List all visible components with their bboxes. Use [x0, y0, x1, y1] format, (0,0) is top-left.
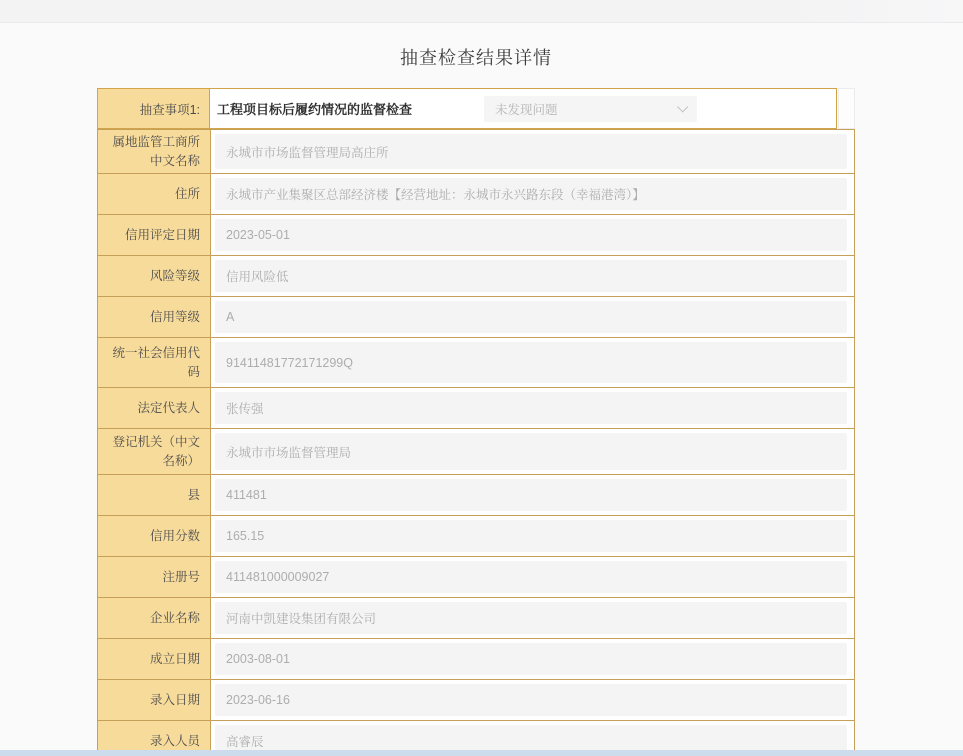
top-bar [0, 0, 963, 23]
field-row-establishment-date [97, 639, 855, 680]
field-value: 永城市市场监督管理局高庄所 [215, 134, 847, 169]
footer-strip [0, 750, 963, 756]
inspection-item-row [97, 88, 855, 129]
field-value: 411481 [215, 479, 847, 511]
detail-form [97, 88, 855, 756]
inspection-item-name: 工程项目标后履约情况的监督检查 [217, 102, 413, 117]
field-row-credit-rating-date [97, 215, 855, 256]
chevron-down-icon [677, 101, 688, 112]
field-row-registration-authority [97, 429, 855, 475]
field-label: 法定代表人 [98, 388, 211, 428]
field-value: 信用风险低 [215, 260, 847, 292]
field-value: 2003-08-01 [215, 643, 847, 675]
inspection-item-main [97, 88, 837, 129]
field-row-credit-score [97, 516, 855, 557]
field-value: 永城市市场监督管理局 [215, 433, 847, 470]
field-label: 风险等级 [98, 256, 211, 296]
field-row-enterprise-name [97, 598, 855, 639]
field-label: 信用评定日期 [98, 215, 211, 255]
field-label: 登记机关（中文名称） [98, 429, 211, 474]
field-row-address [97, 174, 855, 215]
field-row-supervising-office [97, 130, 855, 174]
inspection-result-select[interactable] [484, 96, 697, 122]
field-label: 县 [98, 475, 211, 515]
field-label: 录入日期 [98, 680, 211, 720]
inspection-result-selected-value: 未发现问题 [495, 103, 558, 117]
field-value: 2023-05-01 [215, 219, 847, 251]
field-row-legal-representative [97, 388, 855, 429]
field-value: 高睿辰 [215, 725, 847, 756]
field-row-entry-date [97, 680, 855, 721]
field-label: 信用等级 [98, 297, 211, 337]
field-value: 河南中凯建设集团有限公司 [215, 602, 847, 634]
field-value: 411481000009027 [215, 561, 847, 593]
field-rows [97, 129, 855, 756]
inspection-item-spacer-cell [838, 88, 855, 129]
field-value: 张传强 [215, 392, 847, 424]
field-row-registration-number [97, 557, 855, 598]
field-row-county [97, 475, 855, 516]
field-row-unified-social-credit-code [97, 338, 855, 388]
page-title: 抽查检查结果详情 [400, 48, 552, 68]
inspection-item-content [210, 89, 836, 128]
field-label: 注册号 [98, 557, 211, 597]
field-value: 91411481772171299Q [215, 342, 847, 383]
field-label: 信用分数 [98, 516, 211, 556]
field-label: 住所 [98, 174, 211, 214]
field-value: 2023-06-16 [215, 684, 847, 716]
inspection-item-label: 抽查事项1: [98, 89, 210, 128]
field-label: 统一社会信用代码 [98, 338, 211, 387]
field-row-risk-level [97, 256, 855, 297]
field-value: A [215, 301, 847, 333]
field-value: 永城市产业集聚区总部经济楼【经营地址：永城市永兴路东段（幸福港湾）】 [215, 178, 847, 210]
field-label: 录入人员 [98, 721, 211, 756]
field-label: 属地监管工商所中文名称 [98, 130, 211, 173]
field-label: 企业名称 [98, 598, 211, 638]
field-row-credit-level [97, 297, 855, 338]
field-label: 成立日期 [98, 639, 211, 679]
field-value: 165.15 [215, 520, 847, 552]
